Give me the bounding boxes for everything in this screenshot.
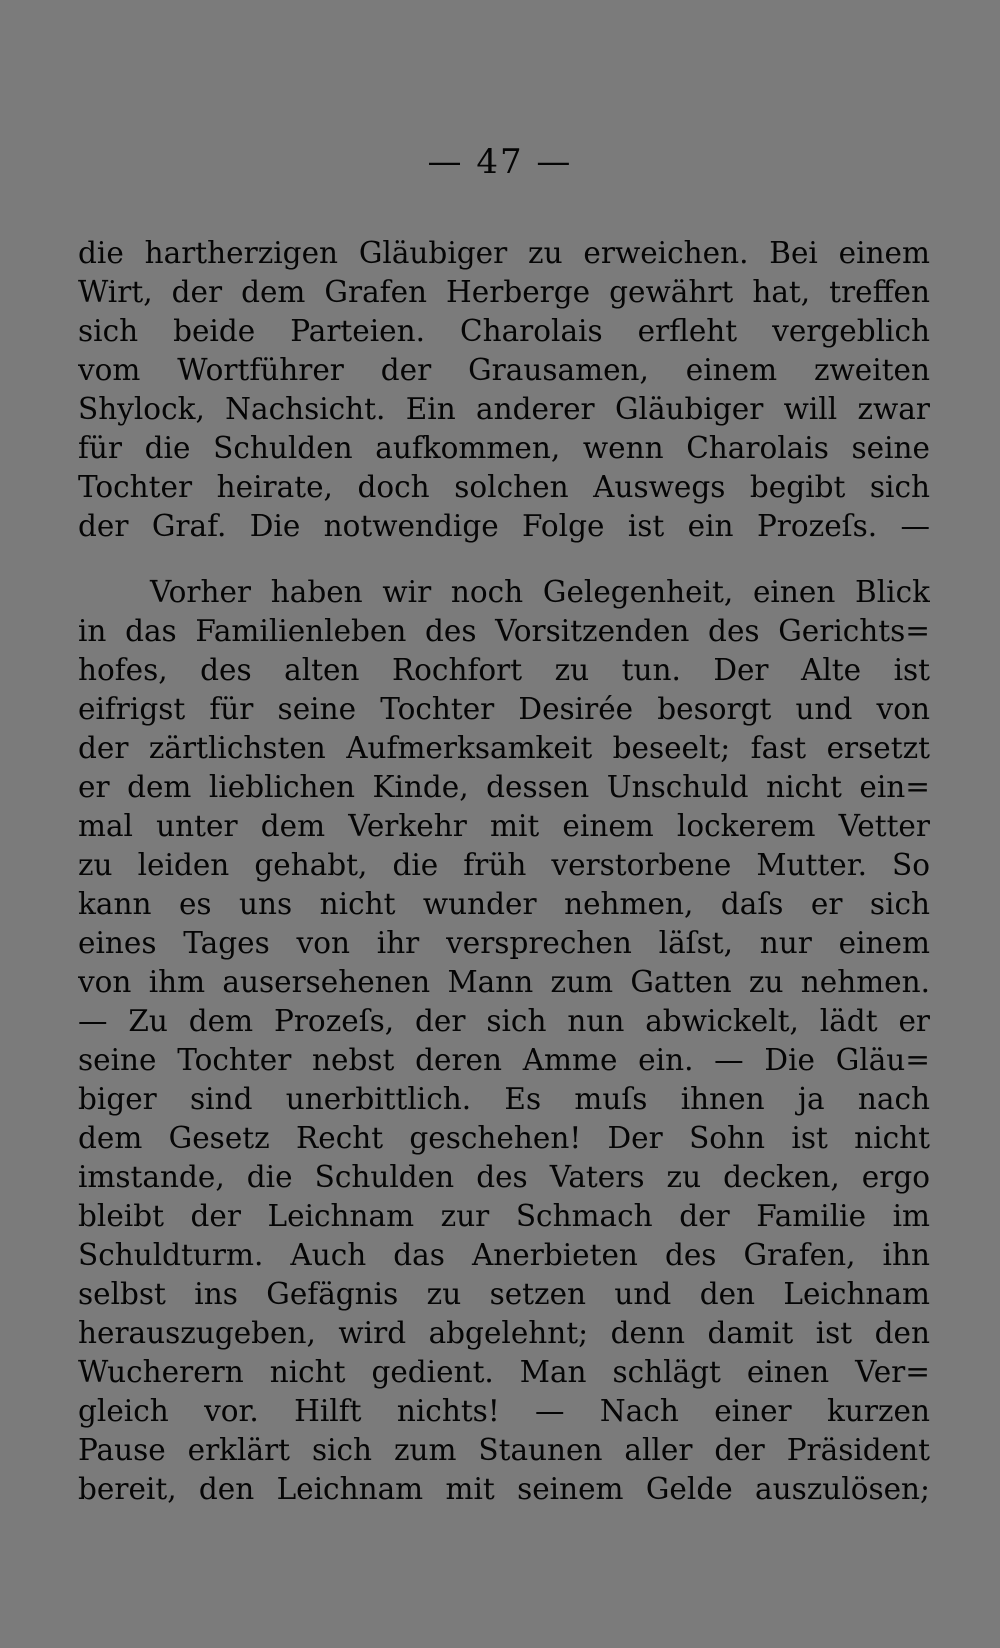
page-number: — 47 —: [427, 142, 573, 182]
text-line: bleibt der Leichnam zur Schmach der Familie im: [78, 1199, 930, 1233]
text-line: kann es uns nicht wunder nehmen, daſs er sich: [78, 887, 930, 921]
text-line: eines Tages von ihr versprechen läſst, nur einem: [78, 926, 930, 960]
text-line: selbst ins Gefägnis zu setzen und den Leichnam: [78, 1277, 930, 1311]
text-line: Shylock, Nachsicht. Ein anderer Gläubiger will zwar: [78, 392, 930, 426]
text-line: sich beide Parteien. Charolais erfleht vergeblich: [78, 314, 930, 348]
text-line: vom Wortführer der Grausamen, einem zweiten: [78, 353, 930, 387]
paragraph-1: [78, 234, 930, 546]
text-line: er dem lieblichen Kinde, dessen Unschuld nicht ein=: [78, 770, 930, 804]
text-line: der Graf. Die notwendige Folge ist ein Prozeſs. —: [78, 509, 930, 543]
text-line: der zärtlichsten Aufmerksamkeit beseelt; fast ersetzt: [78, 731, 930, 765]
text-line: eifrigst für seine Tochter Desirée besorgt und von: [78, 692, 930, 726]
text-line: Tochter heirate, doch solchen Auswegs begibt sich: [78, 470, 930, 504]
text-line: imstande, die Schulden des Vaters zu decken, ergo: [78, 1160, 930, 1194]
text-line: hofes, des alten Rochfort zu tun. Der Alte ist: [78, 653, 930, 687]
text-line: Pause erklärt sich zum Staunen aller der Präsident: [78, 1433, 930, 1467]
text-line: biger sind unerbittlich. Es muſs ihnen ja nach: [78, 1082, 930, 1116]
text-line: gleich vor. Hilft nichts! — Nach einer kurzen: [78, 1394, 930, 1428]
text-line: Vorher haben wir noch Gelegenheit, einen Blick: [150, 575, 930, 609]
text-line: bereit, den Leichnam mit seinem Gelde auszulösen;: [78, 1472, 930, 1506]
text-line: die hartherzigen Gläubiger zu erweichen. Bei einem: [78, 236, 930, 270]
text-line: von ihm ausersehenen Mann zum Gatten zu nehmen.: [78, 965, 930, 999]
text-line: Wirt, der dem Grafen Herberge gewährt hat, treffen: [78, 275, 930, 309]
text-line: herauszugeben, wird abgelehnt; denn damit ist den: [78, 1316, 930, 1350]
text-line: in das Familienleben des Vorsitzenden des Gerichts=: [78, 614, 930, 648]
text-line: Wucherern nicht gedient. Man schlägt einen Ver=: [78, 1355, 930, 1389]
text-line: für die Schulden aufkommen, wenn Charolais seine: [78, 431, 930, 465]
text-line: mal unter dem Verkehr mit einem lockerem Vetter: [78, 809, 930, 843]
paragraph-2: [78, 573, 930, 1509]
text-line: seine Tochter nebst deren Amme ein. — Die Gläu=: [78, 1043, 930, 1077]
text-line: Schuldturm. Auch das Anerbieten des Grafen, ihn: [78, 1238, 930, 1272]
text-line: — Zu dem Prozeſs, der sich nun abwickelt, lädt er: [78, 1004, 930, 1038]
text-line: dem Gesetz Recht geschehen! Der Sohn ist nicht: [78, 1121, 930, 1155]
text-line: zu leiden gehabt, die früh verstorbene Mutter. So: [78, 848, 930, 882]
